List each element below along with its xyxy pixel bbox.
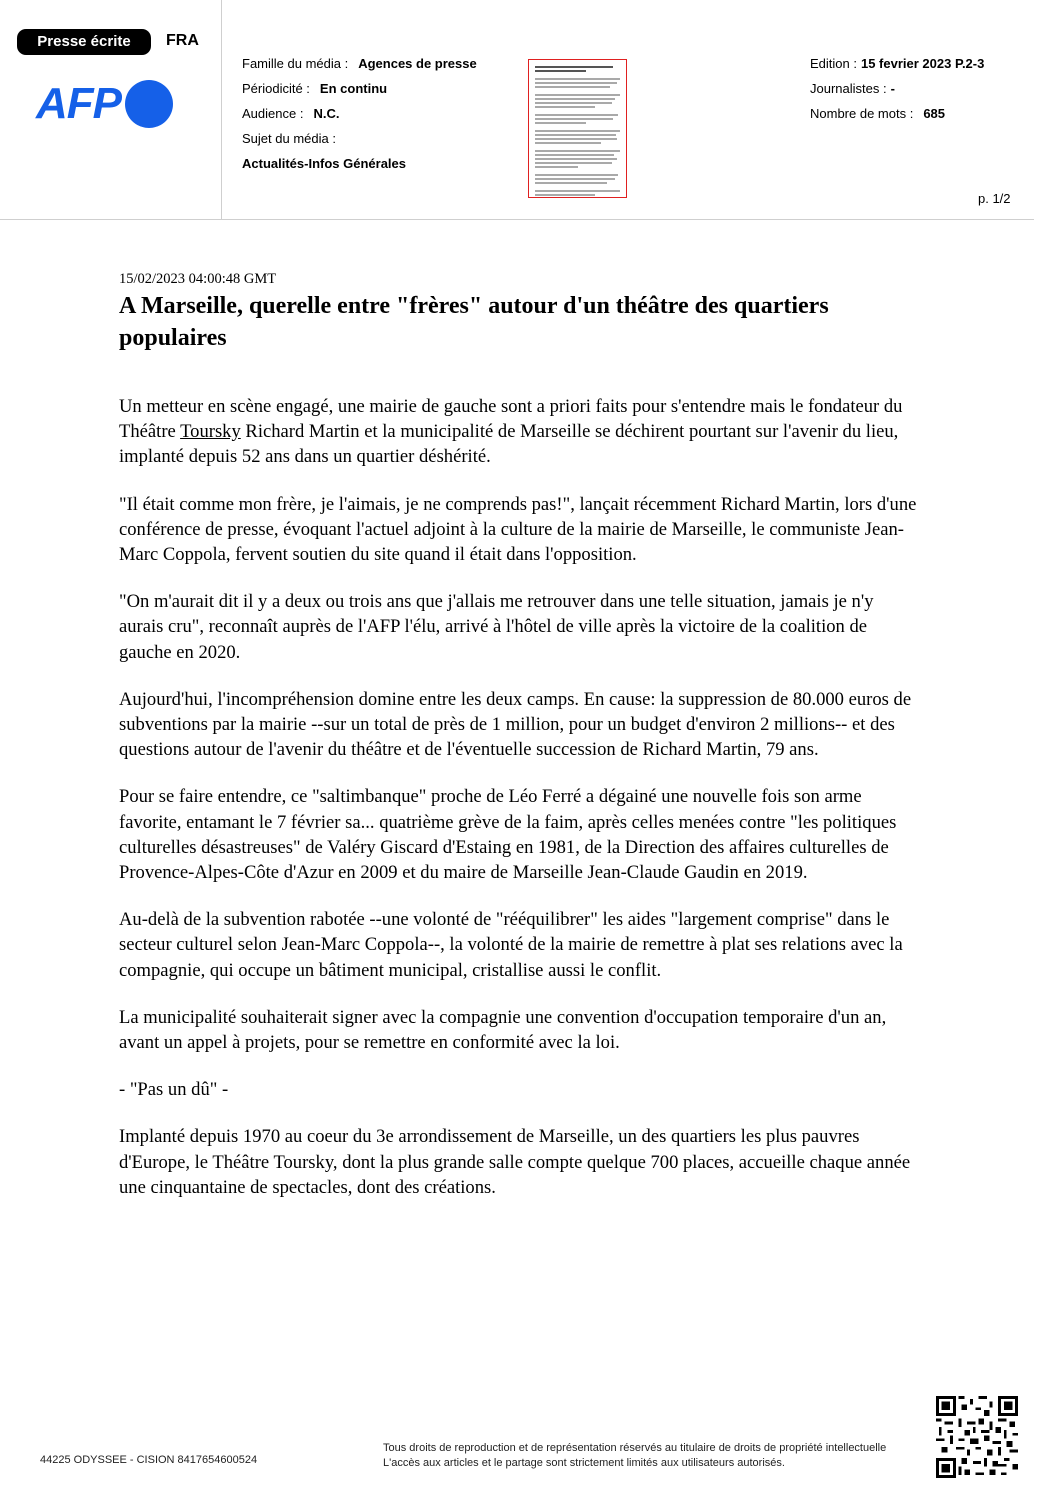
page-number: p. 1/2 — [978, 191, 1011, 206]
footer-rights-line-2: L'accès aux articles et le partage sont strictement limités aux utilisateurs autorisés. — [383, 1457, 785, 1469]
famille-label: Famille du média : — [242, 56, 349, 71]
edition-value: 15 fevrier 2023 P.2-3 — [860, 56, 985, 71]
logo-dot-icon — [125, 80, 173, 128]
paragraph-2: "Il était comme mon frère, je l'aimais, je ne comprends pas!", lançait récemment Richard Martin, lors d'une conférence de presse, évoquant l'actuel adjoint à la culture de la mairie de Marseille, le communiste Jean-Marc Coppola, fervent soutien du site quand il était dans l'opposition. — [119, 493, 917, 566]
mots-label: Nombre de mots : — [810, 106, 914, 121]
meta-edition — [810, 55, 984, 72]
toursky-link[interactable]: Toursky — [180, 421, 241, 443]
sujet-label: Sujet du média : — [242, 131, 336, 146]
paragraph-1-start: Un metteur en scène engagé, une mairie de gauche sont a priori faits pour s'entendre mais le fondateur du Théâtre — [119, 396, 903, 443]
periodicite-label: Périodicité : — [242, 81, 310, 96]
footer-rights-line-1: Tous droits de reproduction et de représentation réservés au titulaire de droits de propriété intellectuelle — [383, 1442, 887, 1454]
audience-value: N.C. — [313, 106, 340, 121]
paragraph-6: Au-delà de la subvention rabotée --une volonté de "rééquilibrer" les aides "largement comprise" dans le secteur culturel selon Jean-Marc Coppola--, la volonté de la mairie de remettre à plat ses relations avec la compagnie, qui occupe un bâtiment municipal, cristallise aussi le conflit. — [119, 909, 903, 981]
famille-value: Agences de presse — [358, 56, 477, 71]
article-timestamp: 15/02/2023 04:00:48 GMT — [119, 271, 277, 287]
meta-famille — [242, 55, 477, 72]
footer-rights — [383, 1441, 886, 1471]
header-divider-vertical — [221, 0, 222, 219]
meta-journalistes — [810, 80, 895, 97]
meta-sujet-label — [242, 130, 336, 147]
article — [119, 270, 919, 1222]
subheading: - "Pas un dû" - — [119, 1079, 229, 1101]
meta-audience — [242, 105, 339, 122]
edition-label: Edition : — [810, 56, 857, 71]
qr-code — [936, 1396, 1018, 1478]
country-code: FRA — [166, 32, 199, 49]
paragraph-3: "On m'aurait dit il y a deux ou trois ans que j'allais me retrouver dans une telle situation, jamais je n'y aurais cru", reconnaît auprès de l'AFP l'élu, arrivé à l'hôtel de ville après la victoire de la coalition de gauche en 2020. — [119, 591, 874, 663]
article-title: A Marseille, querelle entre "frères" autour d'un théâtre des quartiers populaires — [119, 293, 829, 351]
presse-ecrite-badge: Presse écrite — [17, 29, 151, 55]
sujet-value: Actualités-Infos Générales — [242, 156, 406, 171]
paragraph-5: Pour se faire entendre, ce "saltimbanque" proche de Léo Ferré a dégainé une nouvelle fois son arme favorite, entamant le 7 février sa... quatrième grève de la faim, après celles menées contre "les politiques culturelles désastreuses" de Valéry Giscard d'Estaing en 1981, de la Direction des affaires culturelles de Provence-Alpes-Côte d'Azur en 2009 et du maire de Marseille Jean-Claude Gaudin en 2019. — [119, 786, 897, 884]
paragraph-4: Aujourd'hui, l'incompréhension domine entre les deux camps. En cause: la suppression de 80.000 euros de subventions par la mairie --sur un total de près de 1 million, pour un budget d'environ 2 millions-- et des questions autour de l'avenir du théâtre et de l'éventuelle succession de Richard Martin, 79 ans. — [119, 688, 912, 761]
meta-periodicite — [242, 80, 387, 97]
paragraph-1-end: Richard Martin et la municipalité de Marseille se déchirent pourtant sur l'avenir du lieu, implanté depuis 52 ans dans un quartier déshérité. — [119, 421, 899, 468]
afp-logo — [36, 80, 173, 128]
journalistes-label: Journalistes : — [810, 81, 887, 96]
meta-sujet-value — [242, 155, 406, 172]
logo-text: AFP — [36, 79, 121, 128]
mots-value: 685 — [923, 106, 946, 121]
audience-label: Audience : — [242, 106, 304, 121]
footer-reference: 44225 ODYSSEE - CISION 8417654600524 — [40, 1454, 258, 1466]
paragraph-1 — [119, 394, 919, 470]
header-divider-horizontal — [0, 219, 1034, 220]
meta-mots — [810, 105, 945, 122]
journalistes-value: - — [890, 81, 895, 96]
paragraph-8: Implanté depuis 1970 au coeur du 3e arrondissement de Marseille, un des quartiers les plus pauvres d'Europe, le Théâtre Toursky, dont la plus grande salle compte quelque 700 places, accueille chaque année une cinquantaine de spectacles, dont des créations. — [119, 1126, 911, 1198]
paragraph-7: La municipalité souhaiterait signer avec la compagnie une convention d'occupation temporaire d'un an, avant un appel à projets, pour se remettre en conformité avec la loi. — [119, 1006, 887, 1054]
periodicite-value: En continu — [319, 81, 388, 96]
article-thumbnail — [528, 59, 627, 198]
